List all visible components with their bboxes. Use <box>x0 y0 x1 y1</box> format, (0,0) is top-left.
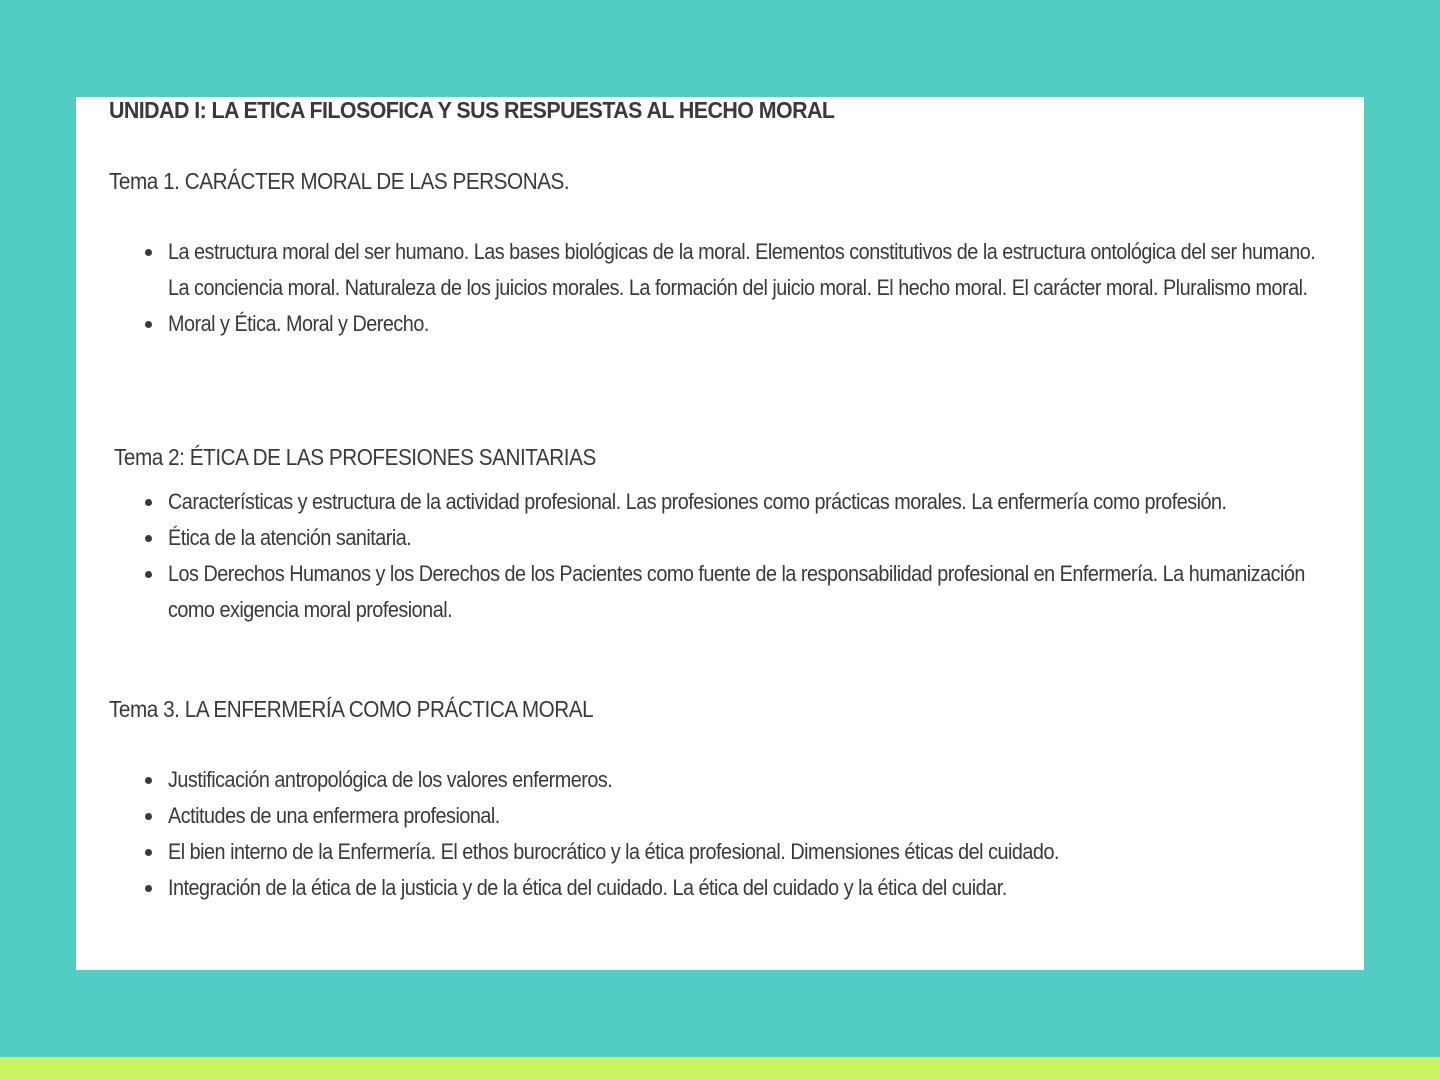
syllabus-card <box>76 97 1364 970</box>
list-item: Justificación antropológica de los valores enfermeros. <box>168 762 1348 798</box>
list-item: Características y estructura de la actividad profesional. Las profesiones como prácticas morales. La enfermería como profesión. <box>168 484 1348 520</box>
tema-1-title: Tema 1. CARÁCTER MORAL DE LAS PERSONAS. <box>109 168 570 194</box>
list-item: Moral y Ética. Moral y Derecho. <box>168 306 1348 342</box>
bullet-icon <box>145 571 152 578</box>
bullet-icon <box>145 777 152 784</box>
list-item: La estructura moral del ser humano. Las bases biológicas de la moral. Elementos constitutivos de la estructura ontológica del ser humano. La conciencia moral. Naturaleza de los juicios morales. La formación del juicio moral. El hecho moral. El carácter moral. Pluralismo moral. <box>168 234 1348 306</box>
tema-3-list <box>168 762 1348 906</box>
list-item: Actitudes de una enfermera profesional. <box>168 798 1348 834</box>
bullet-icon <box>145 535 152 542</box>
list-item: El bien interno de la Enfermería. El ethos burocrático y la ética profesional. Dimensiones éticas del cuidado. <box>168 834 1348 870</box>
tema-3-title: Tema 3. LA ENFERMERÍA COMO PRÁCTICA MORAL <box>109 696 594 722</box>
tema-1-list <box>168 234 1348 342</box>
tema-2-title: Tema 2: ÉTICA DE LAS PROFESIONES SANITARIAS <box>114 444 596 470</box>
bullet-icon <box>145 813 152 820</box>
list-item: Ética de la atención sanitaria. <box>168 520 1348 556</box>
bullet-icon <box>145 885 152 892</box>
bullet-icon <box>145 249 152 256</box>
bullet-icon <box>145 849 152 856</box>
tema-2-list <box>168 484 1348 628</box>
list-item: Los Derechos Humanos y los Derechos de los Pacientes como fuente de la responsabilidad profesional en Enfermería. La humanización como exigencia moral profesional. <box>168 556 1348 628</box>
unit-title: UNIDAD I: LA ETICA FILOSOFICA Y SUS RESPUESTAS AL HECHO MORAL <box>109 97 835 123</box>
bullet-icon <box>145 321 152 328</box>
bullet-icon <box>145 499 152 506</box>
list-item: Integración de la ética de la justicia y de la ética del cuidado. La ética del cuidado y la ética del cuidar. <box>168 870 1348 906</box>
bottom-accent-strip <box>0 1057 1440 1080</box>
